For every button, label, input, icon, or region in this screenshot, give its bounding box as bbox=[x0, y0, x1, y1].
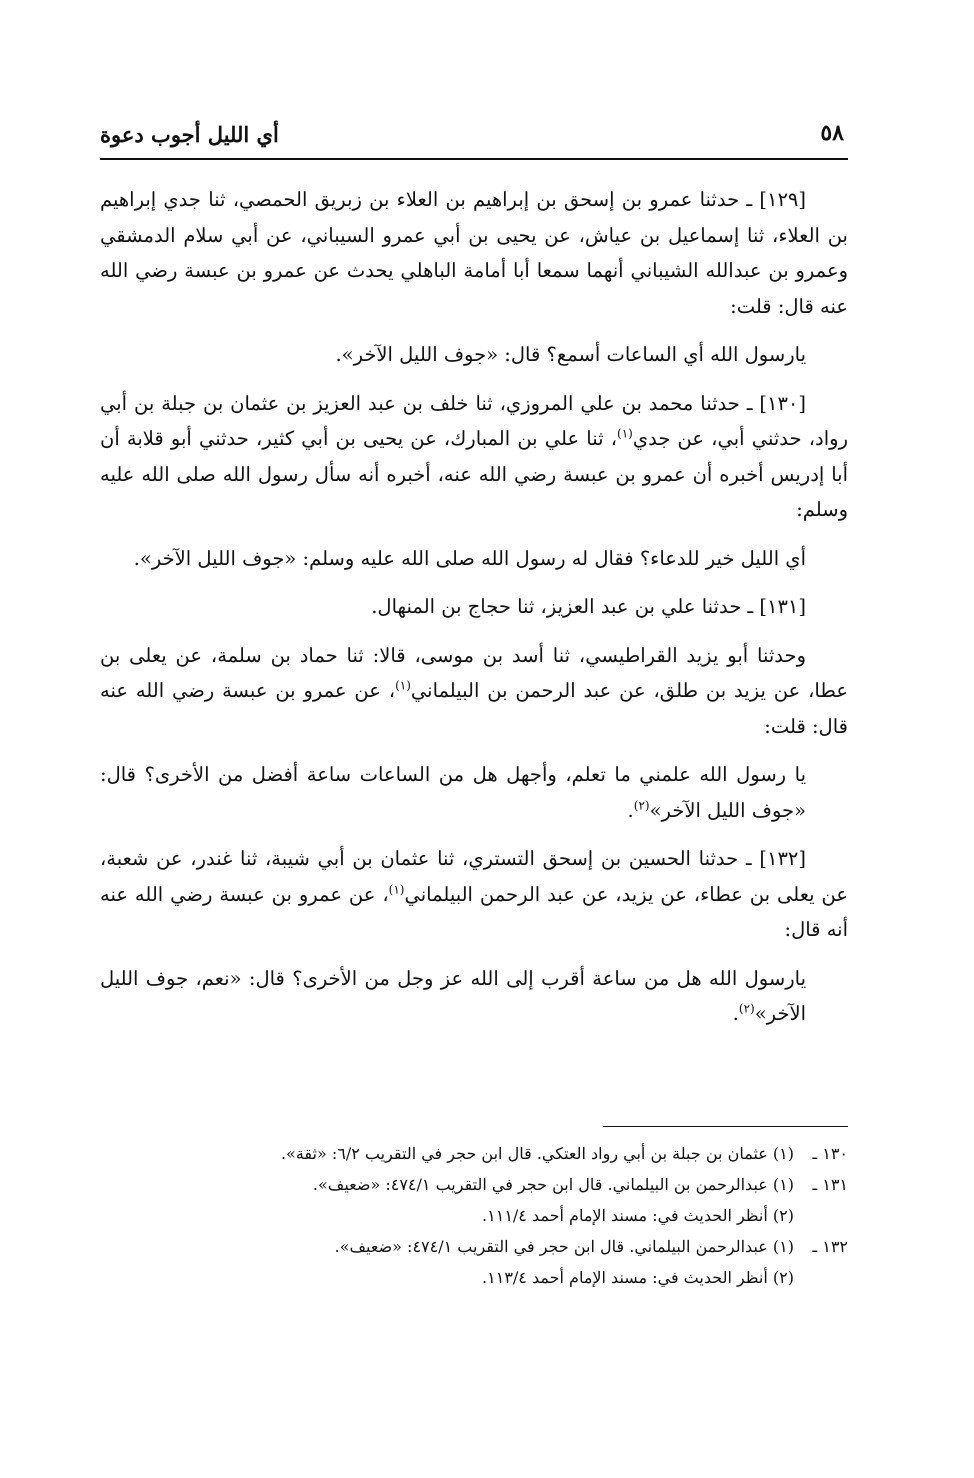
page-header bbox=[100, 118, 848, 160]
footnote-line: (٢) أنظر الحديث في: مسند الإمام أحمد ١١١/٤. bbox=[482, 1206, 794, 1225]
paragraph-answer-129: يارسول الله أي الساعات أسمع؟ قال: «جوف الليل الآخر». bbox=[335, 343, 806, 366]
footnote-line bbox=[100, 1138, 848, 1169]
footnote-ref: (٢) bbox=[633, 798, 650, 812]
footnote-separator bbox=[603, 1126, 848, 1127]
footnote-line bbox=[100, 1231, 848, 1262]
answer-132-text: يارسول الله هل من ساعة أقرب إلى الله عز وجل من الأخرى؟ قال: «نعم، جوف الليل الآخر» bbox=[100, 966, 806, 1025]
footnote-group-132 bbox=[100, 1231, 848, 1293]
footnote-group-130 bbox=[100, 1138, 848, 1169]
answer-131-end: . bbox=[627, 798, 634, 822]
footnote-text: (١) عثمان بن جبلة بن أبي رواد العتكي. قال ابن حجر في التقريب ٦/٢: «ثقة». bbox=[280, 1144, 794, 1163]
paragraph-hadith-129: [١٢٩] ـ حدثنا عمرو بن إسحق بن إبراهيم بن العلاء بن زبريق الحمصي، ثنا جدي إبراهيم بن العلاء، ثنا إسماعيل بن عياش، عن يحيى بن أبي عمرو السيباني، عن أبي سلام الدمشقي وعمرو بن عبدالله الشيباني أنهما سمعا أبا أمامة الباهلي يحدث عن عمرو بن عبسة رضي الله عنه قال: قلت: bbox=[100, 188, 848, 318]
answer-131-text: يا رسول الله علمني ما تعلم، وأجهل هل من الساعات ساعة أفضل من الأخرى؟ قال: «جوف الليل الآخر» bbox=[100, 763, 806, 822]
hadith-131-text-start: وحدثنا أبو يزيد القراطيسي، ثنا أسد بن موسى، قالا: ثنا حماد بن سلمة، عن يعلى بن عطا، عن يزيد بن طلق، عن عبد الرحمن بن البيلماني bbox=[100, 643, 848, 702]
hadith-130-text-end: ، ثنا علي بن المبارك، عن يحيى بن أبي كثير، حدثني أبو قلابة أن أبا إدريس أخبره أن عمرو بن عبسة رضي الله عنه، أخبره أنه سأل رسول الله صلى الله عليه وسلم: bbox=[100, 427, 848, 521]
footnote-ref: (١) bbox=[617, 426, 633, 441]
footnote-group-131 bbox=[100, 1169, 848, 1231]
paragraph-hadith-131-chain bbox=[100, 638, 848, 745]
paragraph-answer-130: أي الليل خير للدعاء؟ فقال له رسول الله صلى الله عليه وسلم: «جوف الليل الآخر». bbox=[133, 546, 806, 570]
paragraph-hadith-131: [١٣١] ـ حدثنا علي بن عبد العزيز، ثنا حجاج بن المنهال. bbox=[371, 595, 806, 618]
footnote-ref: (٢) bbox=[738, 1001, 755, 1016]
footnote-text: (١) عبدالرحمن بن البيلماني. قال ابن حجر في التقريب ٤٧٤/١: «ضعيف». bbox=[312, 1175, 794, 1194]
footnote-key: ١٣١ ـ bbox=[812, 1175, 848, 1194]
page-number: ٥٨ bbox=[820, 120, 844, 146]
footnote-ref: (١) bbox=[388, 882, 405, 896]
footnote-text: (١) عبدالرحمن البيلماني. قال ابن حجر في التقريب ٤٧٤/١: «ضعيف». bbox=[334, 1237, 794, 1256]
hadith-132-text-end: ، عن عمرو بن عبسة رضي الله عنه أنه قال: bbox=[100, 882, 848, 941]
hadith-130-text-start: [١٣٠] ـ حدثنا محمد بن علي المروزي، ثنا خلف بن عبد العزيز بن عثمان بن جبلة بن أبي رواد، حدثني أبي، عن جدي bbox=[100, 391, 848, 450]
paragraph-answer-132 bbox=[100, 961, 848, 1032]
footnotes bbox=[100, 1138, 848, 1293]
hadith-132-text-start: [١٣٢] ـ حدثنا الحسين بن إسحق التستري، ثنا عثمان بن أبي شيبة، ثنا غندر، عن شعبة، عن يعلى بن عطاء، عن يزيد، عن عبد الرحمن البيلماني bbox=[100, 847, 848, 906]
footnote-key: ١٣٠ ـ bbox=[812, 1144, 848, 1163]
hadith-131-text-end: ، عن عمرو بن عبسة رضي الله عنه قال: قلت: bbox=[100, 679, 848, 738]
footnote-key: ١٣٢ ـ bbox=[812, 1237, 848, 1256]
answer-132-end: . bbox=[732, 1002, 739, 1025]
main-text bbox=[100, 182, 848, 1045]
paragraph-hadith-132 bbox=[100, 841, 848, 948]
paragraph-hadith-130 bbox=[100, 386, 848, 528]
footnote-ref: (١) bbox=[395, 678, 411, 693]
paragraph-answer-131 bbox=[100, 757, 848, 828]
running-title: أي الليل أجوب دعوة bbox=[100, 122, 279, 147]
footnote-line bbox=[100, 1169, 848, 1200]
footnote-line: (٢) أنظر الحديث في: مسند الإمام أحمد ١١٣/٤. bbox=[482, 1268, 794, 1287]
